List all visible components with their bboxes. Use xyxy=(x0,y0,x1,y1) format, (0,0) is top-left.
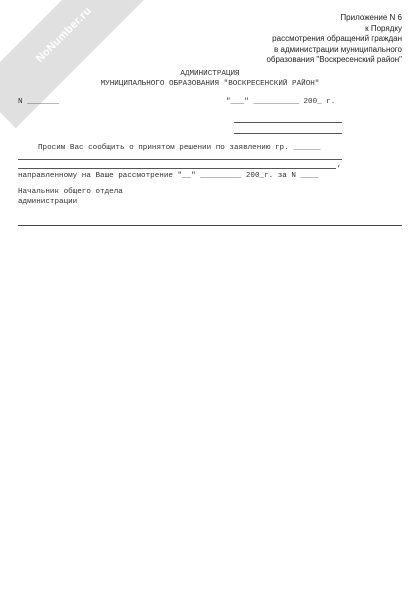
bottom-divider xyxy=(18,225,402,226)
appendix-line: Приложение N 6 xyxy=(340,13,402,22)
appendix-line: рассмотрения обращений граждан xyxy=(272,34,402,44)
heading-administration: АДМИНИСТРАЦИЯ xyxy=(180,70,240,78)
signature-organization: администрации xyxy=(18,198,78,206)
appendix-block xyxy=(202,13,402,66)
addressee-line xyxy=(234,133,342,134)
addressee-line xyxy=(234,122,342,123)
appendix-line: образования "Воскресенский район" xyxy=(266,55,402,65)
comma-mark: , xyxy=(337,161,342,169)
document-number-field: N _______ xyxy=(18,98,60,106)
request-text: Просим Вас сообщить о принятом решении по заявлению гр. ______ xyxy=(38,144,321,152)
applicant-line xyxy=(18,159,342,160)
referral-text: направленному на Ваше рассмотрение "__" _________ 200_г. за N ____ xyxy=(18,172,319,180)
document-date-field: "___" __________ 200_ г. xyxy=(226,98,336,106)
appendix-line: в администрации муниципального xyxy=(274,44,402,54)
applicant-line xyxy=(18,168,336,169)
watermark xyxy=(0,0,157,128)
appendix-line: к Порядку xyxy=(365,23,402,33)
signature-title: Начальник общего отдела xyxy=(18,188,123,196)
watermark-text: NoNumber.ru xyxy=(33,4,94,65)
heading-municipality: МУНИЦИПАЛЬНОГО ОБРАЗОВАНИЯ "ВОСКРЕСЕНСКИЙ РАЙОН" xyxy=(100,80,320,88)
